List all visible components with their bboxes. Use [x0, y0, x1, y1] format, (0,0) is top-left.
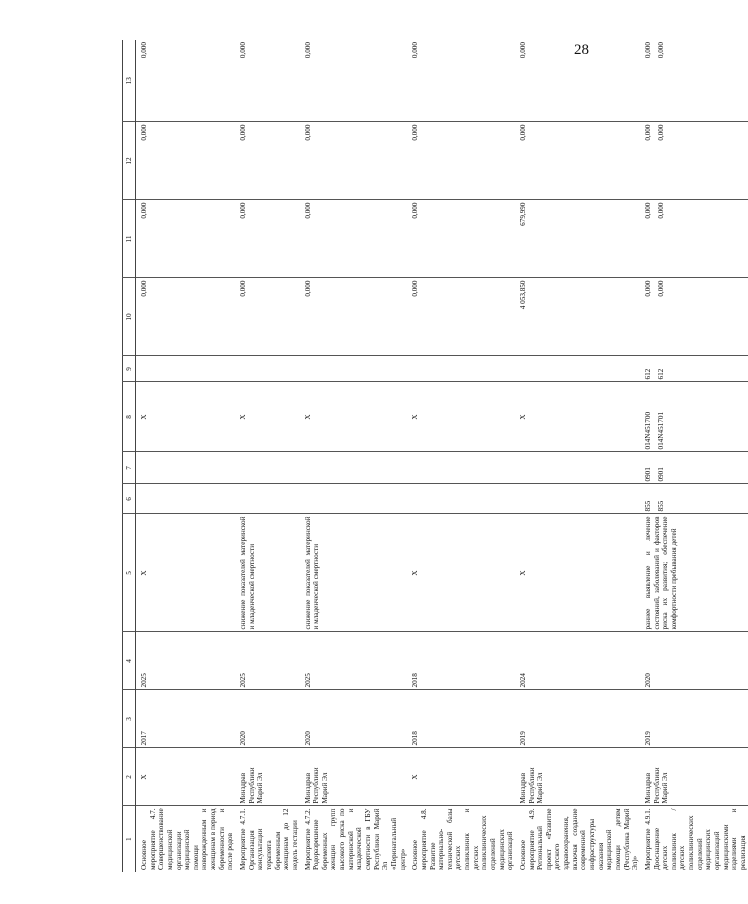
code-rzpr-2: 0901 — [656, 467, 665, 482]
amount-2: 0,000 — [656, 202, 665, 219]
code-csr: Х — [407, 382, 515, 452]
measure-name: Мероприятие 4.7.2. Родоразрешение беременных женщин групп высокого риска по материнской и младенческой смертности в ГБУ Республики Марий Эл «Перинатальный центр» — [300, 806, 408, 872]
table-row — [640, 40, 748, 872]
code-rzpr-cell — [640, 452, 748, 484]
code-csr: Х — [300, 382, 408, 452]
end-year: 2025 — [300, 632, 408, 690]
col-header: 1 — [123, 806, 136, 872]
expected-result: снижение показателей материнской и младенческой смертности — [300, 514, 408, 632]
program-table — [122, 40, 748, 872]
end-year: 2024 — [515, 632, 640, 690]
code-rzpr — [515, 452, 640, 484]
measure-name: Основное мероприятие 4.8. Развитие материально-технической базы детских поликлиник и детских поликлинических отделений медицинских организаций — [407, 806, 515, 872]
col-header: 9 — [123, 356, 136, 382]
start-year: 2017 — [136, 690, 236, 748]
end-year: 2025 — [235, 632, 299, 690]
amount: 0,000 — [235, 278, 299, 356]
col-header: 10 — [123, 278, 136, 356]
amount-2: 0,000 — [656, 280, 665, 297]
col-header: 5 — [123, 514, 136, 632]
executor: Минздрав Республики Марий Эл — [640, 748, 748, 806]
start-year: 2020 — [300, 690, 408, 748]
code-csr: Х — [235, 382, 299, 452]
amount: 0,000 — [303, 42, 312, 59]
amount: 0,000 — [407, 200, 515, 278]
code-grbs — [235, 484, 299, 514]
code-csr-2: 014N451701 — [656, 411, 665, 450]
col-header: 12 — [123, 122, 136, 200]
amount: 0,000 — [235, 200, 299, 278]
code-grbs — [515, 484, 640, 514]
end-year: 2018 — [407, 632, 515, 690]
amount: 0,000 — [136, 278, 236, 356]
col-header: 11 — [123, 200, 136, 278]
code-vr-cell — [640, 356, 748, 382]
col-header: 3 — [123, 690, 136, 748]
expected-result: Х — [407, 514, 515, 632]
amount: 0,000 — [518, 42, 527, 59]
start-year: 2019 — [640, 690, 748, 748]
amount: 0,000 — [136, 122, 236, 200]
amount: 0,000 — [407, 278, 515, 356]
start-year: 2018 — [407, 690, 515, 748]
table-row — [136, 40, 236, 872]
rotated-table-wrapper — [122, 40, 747, 872]
table-row — [407, 40, 515, 872]
amount-cell — [640, 40, 748, 122]
code-vr — [235, 356, 299, 382]
col-header: 8 — [123, 382, 136, 452]
executor: Минздрав Республики Марий Эл — [515, 748, 640, 806]
amount: 0,000 — [643, 202, 652, 219]
amount-cell — [640, 200, 748, 278]
code-vr — [136, 356, 236, 382]
amount: 0,000 — [235, 122, 299, 200]
executor: Х — [407, 748, 515, 806]
start-year: 2019 — [515, 690, 640, 748]
code-grbs — [407, 484, 515, 514]
amount: 0,000 — [407, 122, 515, 200]
code-vr — [300, 356, 408, 382]
measure-name: Основное мероприятие 4.9. Региональный проект «Развитие детского здравоохранения, включая создание современной инфраструктуры оказания медицинской помощи детям (Республика Марий Эл)» — [515, 806, 640, 872]
header-row — [123, 40, 136, 872]
code-csr: Х — [515, 382, 640, 452]
rotated-table-area — [122, 40, 747, 872]
amount: 0,000 — [643, 124, 652, 141]
code-vr — [407, 356, 515, 382]
code-rzpr — [300, 452, 408, 484]
amount-cell — [640, 122, 748, 200]
code-grbs-2: 855 — [656, 500, 665, 512]
amount: 0,000 — [239, 42, 248, 59]
amount: 0,000 — [300, 278, 408, 356]
code-rzpr — [235, 452, 299, 484]
amount: 0,000 — [515, 122, 640, 200]
amount: 0,000 — [140, 42, 148, 59]
code-rzpr — [136, 452, 236, 484]
code-grbs — [300, 484, 408, 514]
code-rzpr: 0901 — [643, 467, 652, 482]
amount: 0,000 — [300, 200, 408, 278]
col-header: 7 — [123, 452, 136, 484]
expected-result: Х — [136, 514, 236, 632]
executor: Минздрав Республики Марий Эл — [235, 748, 299, 806]
measure-name: Мероприятие 4.7.1. Организация консультации терапевта беременным женщинам до 12 недель гестации — [235, 806, 299, 872]
page-number: 28 — [574, 42, 589, 58]
measure-name: Мероприятие 4.9.1. Дооснащение детских поликлиник / детских поликлинических отделений медицинских организаций медицинскими изделиями и реализация — [640, 806, 748, 872]
code-vr-2: 612 — [656, 368, 665, 380]
code-grbs: 855 — [643, 500, 652, 512]
code-csr: 014N451700 — [643, 411, 652, 450]
code-grbs-cell — [640, 484, 748, 514]
amount-cell — [640, 278, 748, 356]
col-header: 2 — [123, 748, 136, 806]
executor: Минздрав Республики Марий Эл — [300, 748, 408, 806]
end-year: 2025 — [136, 632, 236, 690]
expected-result: снижение показателей материнской и младенческой смертности — [235, 514, 299, 632]
col-header: 13 — [123, 40, 136, 122]
col-header: 4 — [123, 632, 136, 690]
expected-result: Х — [515, 514, 640, 632]
table-row — [235, 40, 299, 872]
measure-name: Основное мероприятие 4.7. Совершенствование медицинской организации медицинской помощи новорожденным и женщинам в период беременности и после родов — [136, 806, 236, 872]
expected-result: раннее выявление и лечение состояний, заболеваний и факторов риска их развития; обеспечение комфортности пребывания детей — [640, 514, 748, 632]
amount: 0,000 — [300, 122, 408, 200]
code-vr — [515, 356, 640, 382]
executor: Х — [136, 748, 236, 806]
table-row — [300, 40, 408, 872]
amount: 0,000 — [643, 280, 652, 297]
code-rzpr — [407, 452, 515, 484]
code-grbs — [136, 484, 236, 514]
code-csr-cell — [640, 382, 748, 452]
amount: 0,000 — [643, 42, 652, 59]
amount-2: 0,000 — [656, 42, 665, 59]
amount: 0,000 — [136, 200, 236, 278]
table-row — [515, 40, 640, 872]
amount: 4 053,850 — [515, 278, 640, 356]
code-vr: 612 — [643, 368, 652, 380]
amount-2: 0,000 — [656, 124, 665, 141]
code-csr: Х — [136, 382, 236, 452]
col-header: 6 — [123, 484, 136, 514]
amount: 679,990 — [515, 200, 640, 278]
end-year: 2020 — [640, 632, 748, 690]
start-year: 2020 — [235, 690, 299, 748]
amount: 0,000 — [411, 42, 420, 59]
